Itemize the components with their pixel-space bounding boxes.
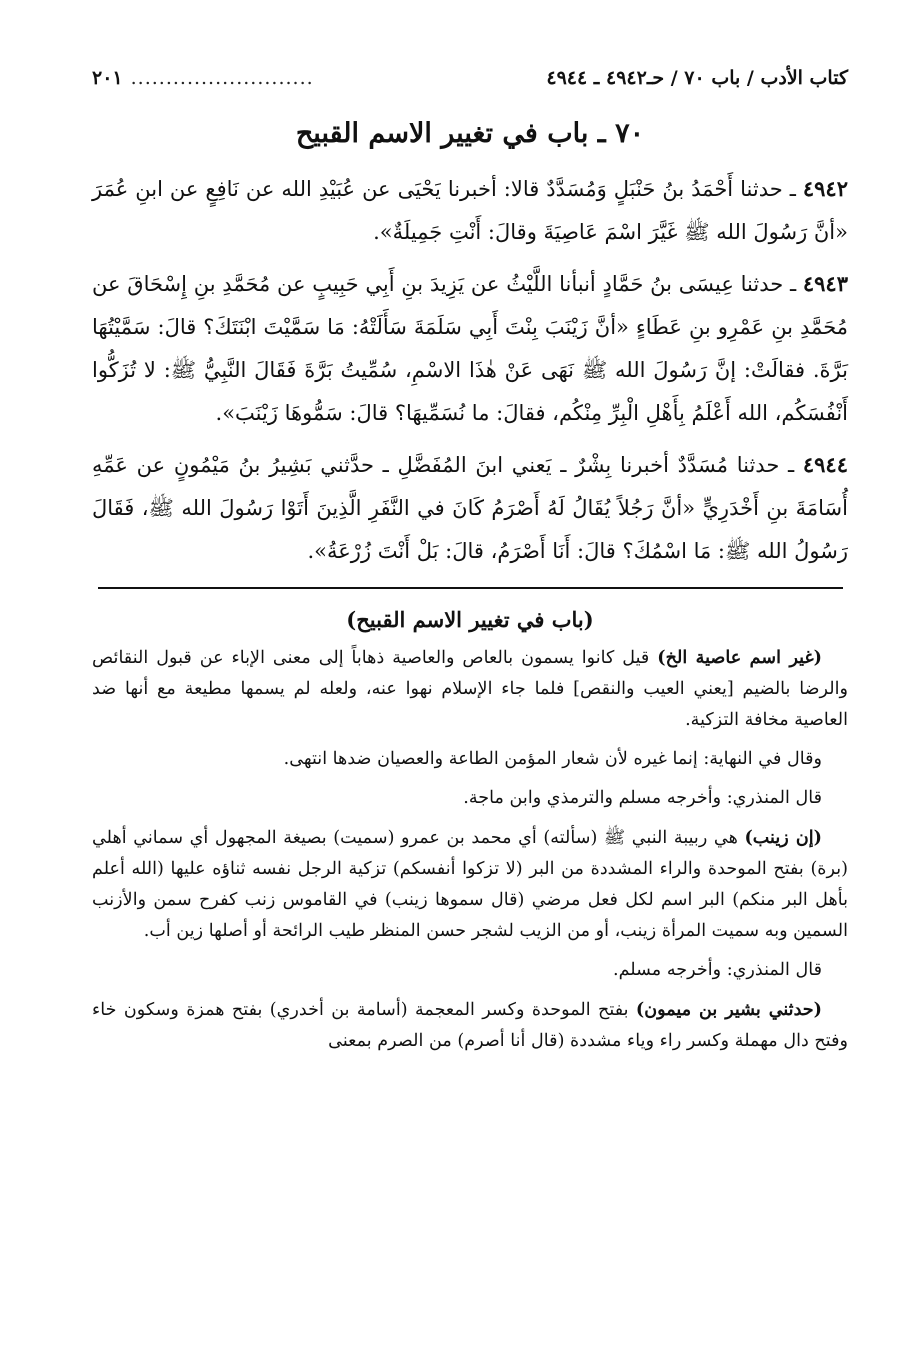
chapter-title: ٧٠ ـ باب في تغيير الاسم القبيح [295, 118, 645, 149]
page-number: ٢٠١ [92, 67, 123, 89]
commentary-paragraph [92, 822, 848, 947]
hadith-4943 [92, 262, 848, 435]
hadith-number: ٤٩٤٢ [802, 176, 848, 201]
commentary-text: هي ربيبة النبي ﷺ (سألته) أي محمد بن عمرو (سميت) بصيغة المجهول أي سماني أهلي (برة) بفتح الموحدة والراء المشددة من البر (لا تزكوا أنفسكم) تزكية الرجل نفسه ثناؤه عليها (الله أعلم بأهل البر منكم) البر اسم لكل فعل مرضي (قال سموها زينب) في القاموس زنب كفرح سمن والأزنب السمين وبه سميت المرأة زينب، أو من الزيب لشجر حسن المنظر طيب الرائحة أو أصلها زين أب. [92, 828, 848, 941]
hadith-text: ـ حدثنا مُسَدَّدٌ أخبرنا بِشْرٌ ـ يَعني ابنَ المُفَضَّلِ ـ حدَّثني بَشِيرُ بنُ مَيْمُونٍ عن عَمِّهِ أُسَامَةَ بنِ أَخْدَرِيٍّ «أنَّ رَجُلاً يُقَالُ لَهُ أَصْرَمُ كَانَ في النَّفَرِ الَّذِينَ أَتَوْا رَسُولَ الله ﷺ، فَقَالَ رَسُولُ الله ﷺ: مَا اسْمُكَ؟ قالَ: أَنَا أَصْرَمُ، قالَ: بَلْ أَنْتَ زُرْعَةُ». [92, 453, 848, 563]
commentary-paragraph [92, 783, 848, 814]
hadith-4942 [92, 167, 848, 254]
commentary-paragraph [92, 744, 848, 775]
running-header [92, 58, 848, 98]
hadith-number: ٤٩٤٣ [802, 271, 848, 296]
commentary-title: (باب في تغيير الاسم القبيح) [346, 607, 594, 632]
commentary-lemma: (إن زينب) [744, 827, 823, 848]
commentary-text: قيل كانوا يسمون بالعاص والعاصية ذهاباً إلى معنى الإباء عن قبول النقائص والرضا بالضيم [يعني العيب والنقص] فلما جاء الإسلام نهوا عنه، ولعله لم يسمها مطيعة مع أنها ضد العاصية مخافة التزكية. [92, 648, 848, 730]
running-header-dots: .......................... [130, 67, 314, 89]
section-divider [98, 587, 843, 589]
commentary-paragraph [92, 642, 848, 736]
commentary-lemma: (حدثني بشير بن ميمون) [635, 999, 822, 1020]
commentary-text: قال المنذري: وأخرجه مسلم والترمذي وابن ماجة. [463, 788, 822, 808]
document-page [92, 58, 848, 1318]
commentary-text: وقال في النهاية: إنما غيره لأن شعار المؤمن الطاعة والعصيان ضدها انتهى. [283, 749, 822, 769]
commentary-text: قال المنذري: وأخرجه مسلم. [612, 960, 822, 980]
hadith-text: ـ حدثنا أَحْمَدُ بنُ حَنْبَلٍ وَمُسَدَّدٌ قالا: أخبرنا يَحْيَى عن عُبَيْدِ الله عن نَافِعٍ عن ابنِ عُمَرَ «أنَّ رَسُولَ الله ﷺ غَيَّرَ اسْمَ عَاصِيَةَ وقالَ: أَنْتِ جَمِيلَةٌ». [92, 177, 848, 244]
commentary-text: بفتح الموحدة وكسر المعجمة (أسامة بن أخدري) بفتح همزة وسكون خاء وفتح دال مهملة وكسر راء وياء مشددة (قال أنا أصرم) من الصرم بمعنى [92, 1000, 848, 1051]
hadith-number: ٤٩٤٤ [802, 452, 848, 477]
hadith-4944 [92, 443, 848, 573]
running-header-left-group [546, 67, 848, 89]
commentary-paragraph [92, 994, 848, 1057]
commentary-paragraph [92, 955, 848, 986]
running-header-page-group [92, 67, 314, 89]
hadith-text: ـ حدثنا عِيسَى بنُ حَمَّادٍ أنبأنا اللَّيْثُ عن يَزِيدَ بنِ أَبِي حَبِيبٍ عن مُحَمَّدِ بنِ إِسْحَاقَ عن مُحَمَّدِ بنِ عَمْرِو بنِ عَطَاءٍ «أنَّ زَيْنَبَ بِنْتَ أَبِي سَلَمَةَ سَأَلَتْهُ: مَا سَمَّيْتَ ابْنَتَكَ؟ قالَ: سَمَّيْتُهَا بَرَّةَ. فقالَتْ: إنَّ رَسُولَ الله ﷺ نَهَى عَنْ هٰذَا الاسْمِ، سُمِّيتُ بَرَّةَ فَقَالَ النَّبِيُّ ﷺ: لا تُزَكُّوا أَنْفُسَكُم، الله أَعْلَمُ بِأَهْلِ الْبِرِّ مِنْكُم، فقالَ: ما نُسَمِّيهَا؟ قالَ: سَمُّوهَا زَيْنَبَ». [92, 272, 848, 425]
running-header-title: كتاب الأدب / باب ٧٠ / حـ٤٩٤٢ ـ ٤٩٤٤ [546, 67, 848, 89]
commentary-lemma: (غير اسم عاصية الخ) [657, 647, 823, 668]
